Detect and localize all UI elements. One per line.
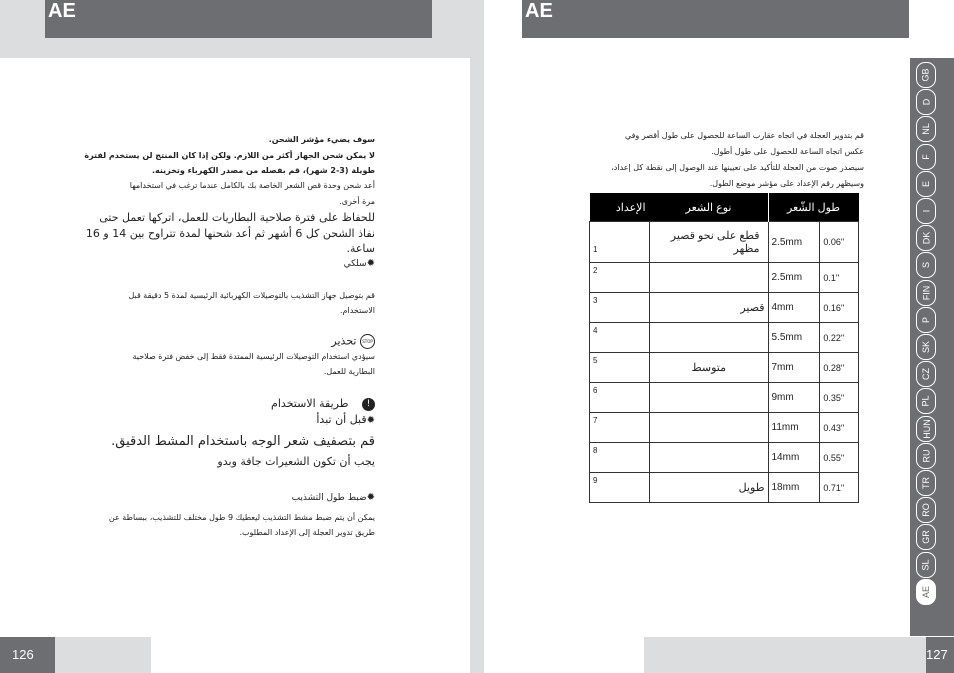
- text-line: يمكن أن يتم ضبط مشط التشذيب ليعطيك 9 طول مختلف للتشذيب، ببساطة عن: [108, 513, 375, 522]
- text-line: للحفاظ على فترة صلاحية البطاريات للعمل، اتركها تعمل حتى: [99, 211, 375, 224]
- language-tab-label: PL: [920, 395, 931, 407]
- length-mm-cell: 9mm: [768, 383, 820, 413]
- language-tab-pl: [916, 388, 936, 414]
- hair-type-cell: قطع على نحو قصير مظهر: [650, 222, 769, 263]
- language-tab-label: SL: [920, 559, 931, 571]
- language-tab-hun: [916, 416, 936, 442]
- header-setting: الإعداد: [590, 193, 650, 222]
- length-mm-cell: 4mm: [768, 293, 820, 323]
- language-tab-sl: [916, 552, 936, 578]
- setting-cell: 9: [590, 473, 650, 503]
- length-mm-cell: 7mm: [768, 353, 820, 383]
- language-tab-ru: [916, 443, 936, 469]
- text-line: نفاذ الشحن كل 6 أشهر ثم أعد شحنها لمدة تتراوح بين 14 و 16: [85, 227, 375, 240]
- length-mm-cell: 14mm: [768, 443, 820, 473]
- sun-icon: ✹: [366, 415, 375, 426]
- table-row: [590, 353, 859, 383]
- usage-heading: ! طريقة الاستخدام: [271, 397, 375, 411]
- sun-icon: ✹: [366, 258, 375, 269]
- left-footer-band: [55, 637, 151, 673]
- hair-type-cell: [650, 413, 769, 443]
- length-inch-cell: 0.1'': [820, 263, 859, 293]
- table-row: [590, 383, 859, 413]
- setting-cell: 2: [590, 263, 650, 293]
- setting-cell: 6: [590, 383, 650, 413]
- table-row: [590, 443, 859, 473]
- table-row: [590, 323, 859, 353]
- language-tab-f: [916, 144, 936, 170]
- text-line: قم بتوصيل جهاز التشذيب بالتوصيلات الكهربائية الرئيسية لمدة 5 دقيقة قبل: [128, 291, 375, 300]
- language-tab-label: AE: [920, 585, 931, 598]
- language-tab-cz: [916, 361, 936, 387]
- length-mm-cell: 5.5mm: [768, 323, 820, 353]
- table-row: [590, 263, 859, 293]
- language-tab-dk: [916, 225, 936, 251]
- right-page: [484, 0, 954, 673]
- language-tabs: [910, 58, 954, 636]
- table-header-row: [590, 193, 859, 222]
- length-mm-cell: 18mm: [768, 473, 820, 503]
- right-footer-band: [644, 637, 926, 673]
- setting-cell: 5: [590, 353, 650, 383]
- length-mm-cell: 2.5mm: [768, 263, 820, 293]
- sun-icon: ✹: [366, 492, 375, 503]
- language-tab-gr: [916, 524, 936, 550]
- text-line: الاستخدام.: [340, 306, 375, 315]
- length-inch-cell: 0.16'': [820, 293, 859, 323]
- language-tab-ae: [916, 579, 936, 605]
- language-tab-label: I: [920, 209, 931, 213]
- info-icon: !: [362, 398, 375, 411]
- language-tab-label: TR: [921, 477, 931, 489]
- length-inch-cell: 0.06'': [820, 222, 859, 263]
- text-line: ساعة.: [346, 242, 375, 255]
- text-line: قم بتدوير العجلة في اتجاه عقارب الساعة للحصول على طول أقصر وفي: [624, 131, 864, 140]
- language-tab-label: P: [920, 316, 931, 323]
- text-line: سيؤدي استخدام التوصيلات الرئيسية الممتدة فقط إلى خفض فترة صلاحية: [132, 352, 375, 361]
- language-tab-label: SK: [920, 340, 931, 354]
- hair-type-cell: طويل: [650, 473, 769, 503]
- header-hair-type: نوع الشعر: [650, 193, 769, 222]
- language-tab-label: HUN: [921, 418, 932, 439]
- hair-type-cell: قصير: [650, 293, 769, 323]
- language-tab-label: F: [921, 153, 931, 160]
- language-tab-label: CZ: [921, 368, 931, 381]
- hair-type-cell: متوسط: [650, 353, 769, 383]
- language-tab-fin: [916, 280, 936, 306]
- header-hair-length: طول الشّعر: [768, 193, 859, 222]
- language-tab-label: E: [920, 180, 931, 187]
- language-tab-nl: [916, 116, 936, 142]
- settings-table: [589, 193, 859, 503]
- left-header-label: AE: [48, 0, 76, 22]
- text-line: طويلة (3-2 شهر)، قم بفصله من مصدر الكهرباء وتخزينه.: [151, 166, 375, 175]
- right-header-bar: [522, 0, 909, 38]
- language-tab-label: NL: [920, 123, 931, 136]
- length-mm-cell: 11mm: [768, 413, 820, 443]
- language-tab-sk: [916, 334, 936, 360]
- left-page: [0, 0, 470, 673]
- left-page-number: 126: [0, 637, 55, 673]
- setting-cell: 4: [590, 323, 650, 353]
- hair-type-cell: [650, 443, 769, 473]
- setting-cell: 7: [590, 413, 650, 443]
- table-row: [590, 413, 859, 443]
- text-line: مرة أخرى.: [339, 197, 375, 206]
- language-tab-tr: [916, 470, 936, 496]
- length-inch-cell: 0.55'': [820, 443, 859, 473]
- text-line: يجب أن تكون الشعيرات جافة وبدو: [217, 455, 375, 468]
- setting-cell: 8: [590, 443, 650, 473]
- language-tab-e: [916, 171, 936, 197]
- length-inch-cell: 0.43'': [820, 413, 859, 443]
- text-line: سيصدر صوت من العجلة للتأكيد على تعيينها عند الوصول إلى نقطة كل إعداد،: [611, 163, 864, 172]
- hair-type-cell: [650, 383, 769, 413]
- language-tab-label: S: [920, 262, 931, 269]
- setting-cell: 1: [590, 222, 650, 263]
- length-inch-cell: 0.35'': [820, 383, 859, 413]
- hair-type-cell: [650, 263, 769, 293]
- language-tab-ro: [916, 497, 936, 523]
- wired-heading: ✹سلكي: [343, 258, 375, 269]
- warning-heading: STOP تحذير: [331, 334, 375, 349]
- language-tab-label: FIN: [921, 285, 931, 300]
- language-tab-gb: [916, 62, 936, 88]
- table-row: [590, 293, 859, 323]
- text-line: عكس اتجاه الساعة للحصول على طول أطول.: [711, 147, 864, 156]
- table-row: [590, 473, 859, 503]
- language-tab-label: GR: [921, 530, 931, 545]
- language-tab-label: RO: [921, 503, 931, 517]
- stop-icon: STOP: [360, 334, 375, 349]
- length-inch-cell: 0.71'': [820, 473, 859, 503]
- language-tab-p: [916, 307, 936, 333]
- text-line: طريق تدوير العجلة إلى الإعداد المطلوب.: [239, 528, 375, 537]
- language-tab-d: [916, 89, 936, 115]
- before-start-heading: ✹قبل أن تبدأ: [316, 413, 375, 426]
- left-header-bar: [45, 0, 432, 38]
- hair-type-cell: [650, 323, 769, 353]
- text-line: البطارية للعمل.: [323, 367, 375, 376]
- language-tab-label: RU: [921, 449, 931, 463]
- text-line: قم بتصفيف شعر الوجه باستخدام المشط الدقيق.: [111, 434, 375, 449]
- text-line: وسيظهر رقم الإعداد على مؤشر موضع الطول.: [709, 179, 864, 188]
- language-tab-s: [916, 252, 936, 278]
- length-inch-cell: 0.28'': [820, 353, 859, 383]
- text-line: سوف يضيء مؤشر الشحن.: [268, 135, 375, 144]
- setting-cell: 3: [590, 293, 650, 323]
- language-tab-label: DK: [920, 231, 931, 245]
- length-inch-cell: 0.22'': [820, 323, 859, 353]
- page-gutter: [470, 0, 484, 673]
- text-line: أعد شحن وحدة قص الشعر الخاصة بك بالكامل عندما ترغب في استخدامها: [129, 181, 375, 190]
- length-mm-cell: 2.5mm: [768, 222, 820, 263]
- trim-length-heading: ✹ضبط طول التشذيب: [291, 492, 375, 503]
- right-header-label: AE: [525, 0, 553, 22]
- table-row: [590, 222, 859, 263]
- right-page-number: 127: [926, 637, 954, 673]
- language-tab-label: D: [921, 98, 931, 106]
- text-line: لا يمكن شحن الجهاز أكثر من اللازم. ولكن إذا كان المنتج لن يستخدم لفترة: [84, 151, 375, 160]
- language-tab-i: [916, 198, 936, 224]
- language-tab-label: GB: [920, 68, 931, 82]
